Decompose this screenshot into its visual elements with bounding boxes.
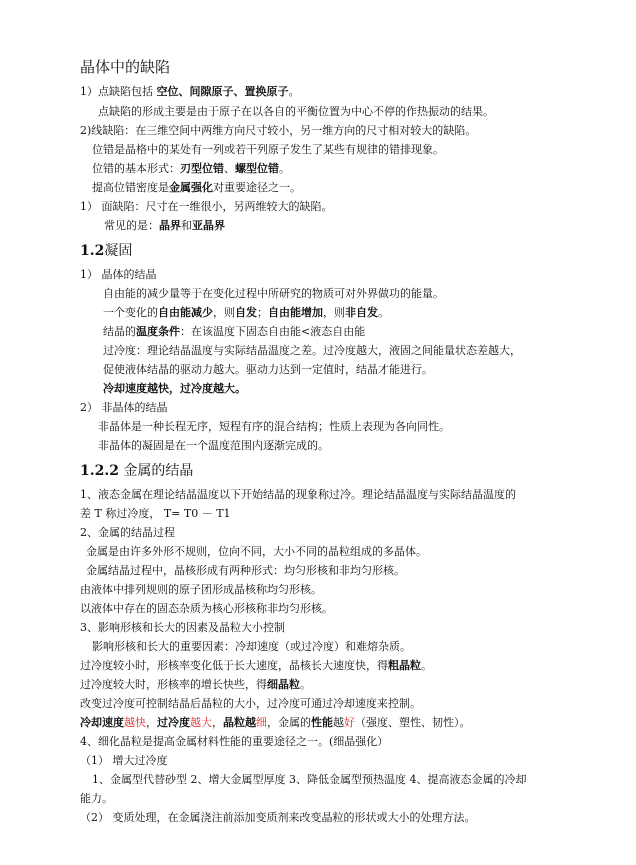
paragraph-line: 一个变化的自由能减少，则自发；自由能增加，则非自发。 [103,306,389,319]
paragraph-line: 结晶的温度条件：在该温度下固态自由能<液态自由能 [103,325,366,338]
paragraph-line: 2)线缺陷：在三维空间中两维方向尺寸较小，另一维方向的尺寸相对较大的缺陷。 [80,124,477,137]
page-title: 晶体中的缺陷 [80,58,171,76]
paragraph-line: 1）点缺陷包括 空位、间隙原子、置换原子。 [80,85,300,98]
paragraph-line: 位错的基本形式：刃型位错、螺型位错。 [92,162,290,175]
paragraph-line: 过冷度较大时，形核率的增长快些，得细晶粒。 [80,678,311,691]
paragraph-line: （2） 变质处理，在金属浇注前添加变质剂来改变晶粒的形状或大小的处理方法。 [80,811,476,824]
paragraph-line: 提高位错密度是金属强化对重要途径之一。 [92,181,301,194]
paragraph-line: 1） 晶体的结晶 [80,268,157,281]
paragraph-line: 影响形核和长大的重要因素：冷却速度（或过冷度）和难熔杂质。 [92,640,411,653]
paragraph-line: 2） 非晶体的结晶 [80,401,168,414]
paragraph-line: 位错是晶格中的某处有一列或若干列原子发生了某些有规律的错排现象。 [92,143,444,156]
paragraph-line: 冷却速度越快，过冷度越大。 [103,382,246,395]
paragraph-line: 3、影响形核和长大的因素及晶粒大小控制 [80,621,285,634]
paragraph-line: 以液体中存在的固态杂质为核心形核称非均匀形核。 [80,602,333,615]
paragraph-line: 改变过冷度可控制结晶后晶粒的大小，过冷度可通过冷却速度来控制。 [80,697,421,710]
paragraph-line: 4、细化晶粒是提高金属材料性能的重要途径之一。(细晶强化） [80,735,389,748]
paragraph-line: 差 T 称过冷度， T= T0 － T1 [80,507,231,520]
paragraph-line: 非晶体是一种长程无序，短程有序的混合结构；性质上表现为各向同性。 [98,420,450,433]
paragraph-line: 由液体中排列规则的原子团形成晶核称均匀形核。 [80,583,322,596]
paragraph-line: 能力。 [80,792,113,805]
paragraph-line: 冷却速度越快，过冷度越大，晶粒越细，金属的性能越好（强度、塑性、韧性）。 [80,716,471,729]
paragraph-line: 过冷度较小时，形核率变化低于长大速度，晶核长大速度快，得粗晶粒。 [80,659,432,672]
paragraph-line: 1、金属型代替砂型 2、增大金属型厚度 3、降低金属型预热温度 4、提高液态金属的冷却 [92,773,527,786]
paragraph-line: 金属是由许多外形不规则，位向不同，大小不同的晶粒组成的多晶体。 [86,545,427,558]
paragraph-line: 非晶体的凝固是在一个温度范围内逐渐完成的。 [98,439,329,452]
section-heading: 1.2.2 金属的结晶 [80,463,194,479]
paragraph-line: 点缺陷的形成主要是由于原子在以各自的平衡位置为中心不停的作热振动的结果。 [98,105,494,118]
paragraph-line: 金属结晶过程中，晶核形成有两种形式：均匀形核和非均匀形核。 [86,564,405,577]
paragraph-line: 自由能的减少量等于在变化过程中所研究的物质可对外界做功的能量。 [103,287,444,300]
paragraph-line: 1） 面缺陷：尺寸在一维很小，另两维较大的缺陷。 [80,200,333,213]
paragraph-line: 1、液态金属在理论结晶温度以下开始结晶的现象称过冷。理论结晶温度与实际结晶温度的 [80,488,516,501]
section-heading: 1.2凝固 [80,243,133,259]
paragraph-line: 过冷度：理论结晶温度与实际结晶温度之差。过冷度越大，液固之间能量状态差越大， [103,344,521,357]
paragraph-line: （1） 增大过冷度 [80,754,168,767]
paragraph-line: 促使液体结晶的驱动力越大。驱动力达到一定值时，结晶才能进行。 [103,363,433,376]
paragraph-line: 2、金属的结晶过程 [80,526,175,539]
paragraph-line: 常见的是：晶界和亚晶界 [104,219,225,232]
